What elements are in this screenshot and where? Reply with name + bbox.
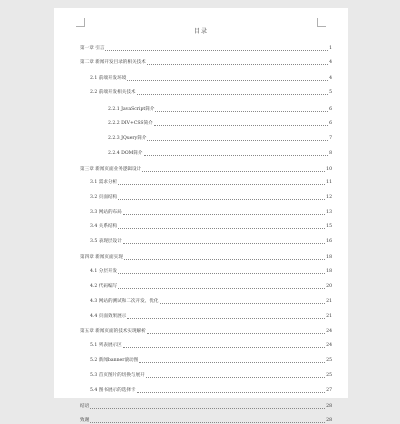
toc-entry-page-number: 12 [326,195,332,200]
toc-entry-page-number: 5 [329,90,332,95]
toc-entry-label: 5.2 新闻banner滚动图 [90,358,139,363]
toc-entry-label: 第二章 新闻开发目录的相关技术 [80,60,146,65]
toc-entry-label: 2.1 前端开发环境 [90,76,127,81]
toc-entry-page-number: 21 [326,314,332,319]
toc-leader-dots [160,303,326,304]
toc-leader-dots [123,347,325,348]
toc-entry[interactable] [90,195,332,201]
toc-entry-page-number: 27 [326,388,332,393]
toc-leader-dots [146,377,325,378]
toc-entry-label: 3.2 页面结构 [90,195,118,200]
toc-entry[interactable] [90,314,332,320]
toc-leader-dots [147,333,325,334]
toc-entry-label: 5.1 列表展示区 [90,343,122,348]
toc-entry-label: 2.2.1 JavaScript简介 [108,107,155,112]
toc-entry-page-number: 20 [326,284,332,289]
toc-leader-dots [137,392,326,393]
toc-entry[interactable] [80,404,332,410]
toc-entry-label: 5.4 图书展示的选择卡 [90,388,136,393]
toc-entry-page-number: 16 [326,239,332,244]
toc-leader-dots [147,64,328,65]
toc-entry-label: 第四章 新闻页面实现 [80,255,123,260]
toc-entry-label: 4.1 分层开发 [90,269,118,274]
toc-leader-dots [90,422,325,423]
toc-leader-dots [147,140,328,141]
toc-entry[interactable] [80,329,332,335]
toc-leader-dots [137,94,329,95]
toc-entry-label: 4.2 代码编写 [90,284,118,289]
toc-entry-label: 4.3 网站的测试和二次开发、优化 [90,299,159,304]
toc-entry[interactable] [108,151,332,157]
toc-entry[interactable] [80,418,332,424]
toc-entry-label: 第一章 引言 [80,46,105,51]
toc-entry-label: 3.5 表现层设计 [90,239,122,244]
toc-entry-label: 2.2.4 DOM简介 [108,151,143,156]
toc-leader-dots [144,155,329,156]
toc-entry-label: 2.2.3 JQuery简介 [108,136,147,141]
toc-entry-label: 3.1 需求分析 [90,180,118,185]
toc-entry[interactable] [80,255,332,261]
toc-entry-page-number: 18 [326,269,332,274]
toc-entry-page-number: 15 [326,224,332,229]
toc-entry-page-number: 25 [326,358,332,363]
toc-entry-label: 3.4 关系结构 [90,224,118,229]
toc-entry-page-number: 6 [329,107,332,112]
toc-leader-dots [127,318,325,319]
toc-entry-label: 第五章 新闻页面的技术实现解析 [80,329,146,334]
toc-leader-dots [118,273,325,274]
toc-leader-dots [90,408,325,409]
toc-leader-dots [154,125,328,126]
toc-leader-dots [105,50,328,51]
toc-entry-page-number: 21 [326,299,332,304]
toc-entry-page-number: 6 [329,121,332,126]
toc-entry-page-number: 13 [326,210,332,215]
toc-entry[interactable] [90,180,332,186]
toc-entry-page-number: 4 [329,60,332,65]
toc-entry-label: 致谢 [80,418,90,423]
toc-entry-page-number: 24 [326,329,332,334]
toc-entry-page-number: 28 [326,418,332,423]
toc-entry[interactable] [90,373,332,379]
toc-entry-label: 结语 [80,404,90,409]
toc-entry-page-number: 25 [326,373,332,378]
toc-entry[interactable] [90,299,332,305]
toc-entry-page-number: 7 [329,136,332,141]
toc-entry[interactable] [90,269,332,275]
toc-entry[interactable] [108,136,332,142]
toc-entry-label: 4.4 页面效果展示 [90,314,127,319]
toc-entry[interactable] [90,239,332,245]
toc-entry[interactable] [90,210,332,216]
toc-leader-dots [142,171,325,172]
document-page [54,8,348,423]
toc-entry-page-number: 4 [329,76,332,81]
toc-leader-dots [139,362,325,363]
toc-entry-page-number: 24 [326,343,332,348]
toc-entry[interactable] [80,60,332,66]
toc-leader-dots [118,199,325,200]
toc-entry-page-number: 10 [326,167,332,172]
toc-leader-dots [127,80,328,81]
toc-entry-page-number: 11 [326,180,332,185]
toc-entry[interactable] [90,343,332,349]
toc-leader-dots [155,111,328,112]
toc-entry-label: 2.2 前端开发相关技术 [90,90,136,95]
toc-entry[interactable] [80,46,332,52]
toc-title: 目录 [193,28,208,35]
toc-entry[interactable] [90,284,332,290]
toc-entry-label: 2.2.2 DIV+CSS简介 [108,121,153,126]
toc-leader-dots [118,228,325,229]
toc-entry-page-number: 8 [329,151,332,156]
toc-leader-dots [123,243,325,244]
toc-entry-page-number: 18 [326,255,332,260]
toc-leader-dots [124,259,325,260]
toc-leader-dots [123,214,325,215]
toc-entry[interactable] [90,388,332,394]
toc-entry[interactable] [90,224,332,230]
toc-leader-dots [118,184,325,185]
toc-entry[interactable] [108,107,332,113]
toc-entry[interactable] [90,358,332,364]
toc-leader-dots [118,288,325,289]
toc-entry[interactable] [90,90,332,96]
toc-entry-label: 第三章 新闻页面业务逻辑设计 [80,167,142,172]
toc-entry[interactable] [90,76,332,82]
toc-entry-label: 5.3 首页图片的切换与展开 [90,373,145,378]
toc-entry-page-number: 28 [326,404,332,409]
toc-entry[interactable] [108,121,332,127]
toc-entry-page-number: 1 [329,46,332,51]
toc-entry-label: 3.3 网站的布局 [90,210,122,215]
toc-entry[interactable] [80,167,332,173]
